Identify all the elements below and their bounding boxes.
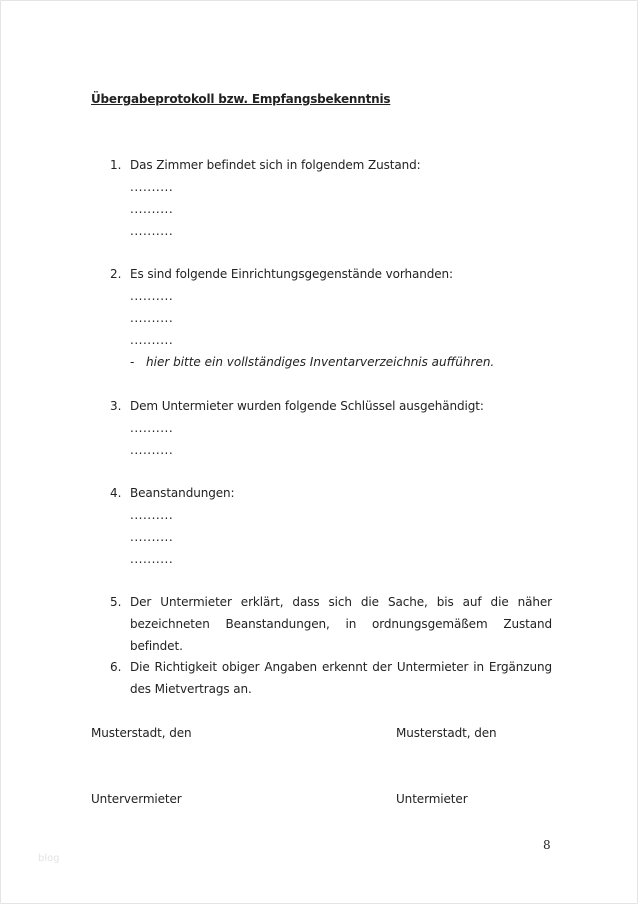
signature-place-left: Musterstadt, den xyxy=(91,726,192,740)
fill-in-line: .......... xyxy=(130,333,174,347)
fill-in-line: .......... xyxy=(130,311,174,325)
watermark: blog xyxy=(38,853,60,864)
fill-in-line: .......... xyxy=(130,224,174,238)
item-heading: Dem Untermieter wurden folgende Schlüssel ausgehändigt: xyxy=(130,399,484,413)
document-page xyxy=(1,1,637,903)
fill-in-line: .......... xyxy=(130,289,174,303)
item-text: Der Untermieter erklärt, dass sich die Sache, bis auf die näher bezeichneten Beanstandungen, in ordnungsgemäßem Zustand befindet. xyxy=(130,595,552,653)
fill-in-line: .......... xyxy=(130,530,174,544)
inventory-note xyxy=(130,351,552,373)
item-number: 2. xyxy=(110,267,122,281)
list-item-2 xyxy=(92,263,552,373)
note-text: hier bitte ein vollständiges Inventarverzeichnis aufführen. xyxy=(146,355,495,369)
fill-in-line: .......... xyxy=(130,202,174,216)
page-number: 8 xyxy=(543,838,551,852)
signature-role-right: Untermieter xyxy=(396,792,468,806)
signature-role-left: Untervermieter xyxy=(91,792,182,806)
item-number: 4. xyxy=(110,486,122,500)
item-heading: Beanstandungen: xyxy=(130,486,235,500)
fill-in-line: .......... xyxy=(130,508,174,522)
list-item-5 xyxy=(92,591,552,657)
list-item-6 xyxy=(92,656,552,700)
item-text: Die Richtigkeit obiger Angaben erkennt der Untermieter in Ergänzung des Mietvertrags an. xyxy=(130,660,552,696)
fill-in-line: .......... xyxy=(130,421,174,435)
item-number: 5. xyxy=(110,595,122,609)
item-heading: Es sind folgende Einrichtungsgegenstände vorhanden: xyxy=(130,267,453,281)
item-number: 3. xyxy=(110,399,122,413)
fill-in-line: .......... xyxy=(130,443,174,457)
signature-place-right: Musterstadt, den xyxy=(396,726,497,740)
document-title: Übergabeprotokoll bzw. Empfangsbekenntnis xyxy=(91,92,391,106)
item-heading: Das Zimmer befindet sich in folgendem Zustand: xyxy=(130,158,421,172)
fill-in-line: .......... xyxy=(130,552,174,566)
list-item-4 xyxy=(92,482,552,570)
list-item-3 xyxy=(92,395,552,461)
item-number: 6. xyxy=(110,660,122,674)
item-number: 1. xyxy=(110,158,122,172)
list-item-1 xyxy=(92,154,552,242)
note-dash: - xyxy=(130,355,135,369)
fill-in-line: .......... xyxy=(130,180,174,194)
